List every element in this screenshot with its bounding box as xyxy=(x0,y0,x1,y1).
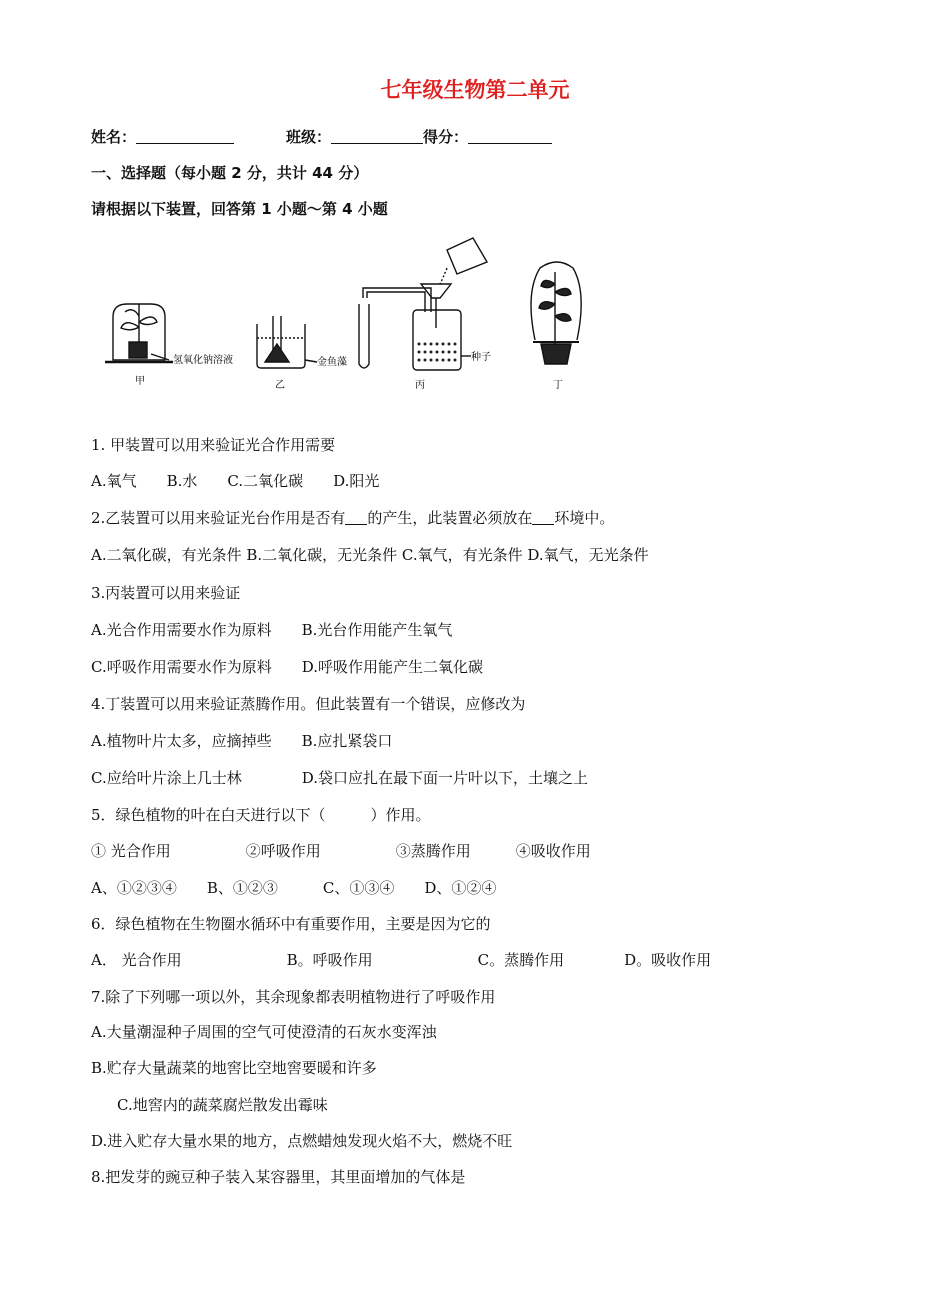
question-1-options: A.氧气 B.水 C.二氧化碳 D.阳光 xyxy=(91,472,380,490)
question-4: 4.丁装置可以用来验证蒸腾作用。但此装置有一个错误，应修改为 xyxy=(91,695,526,713)
question-2 xyxy=(91,507,614,528)
question-4-options-ab: A.植物叶片太多，应摘掉些 B.应扎紧袋口 xyxy=(91,732,393,750)
question-7-option-d: D.进入贮存大量水果的地方，点燃蜡烛发现火焰不大，燃烧不旺 xyxy=(91,1132,513,1150)
class-blank[interactable] xyxy=(331,127,423,144)
question-2-part-a: 2.乙装置可以用来验证光台作用是否有 xyxy=(91,509,346,527)
question-2-blank-1[interactable] xyxy=(345,510,367,525)
class-label: 班级： xyxy=(286,128,332,146)
question-3-options-ab: A.光合作用需要水作为原料 B.光台作用能产生氧气 xyxy=(91,621,453,639)
instruction: 请根据以下装置，回答第 1 小题～第 4 小题 xyxy=(91,200,388,218)
section-heading: 一、选择题（每小题 2 分，共计 44 分） xyxy=(91,164,369,182)
score-label: 得分： xyxy=(423,128,469,146)
question-7-option-b: B.贮存大量蔬菜的地窖比空地窖要暖和许多 xyxy=(91,1059,377,1077)
label-ding: 丁 xyxy=(553,380,563,391)
question-2-part-b: 的产生，此装置必须放在 xyxy=(367,509,533,527)
label-zhongzi: 种子 xyxy=(471,352,491,363)
question-5-items: ① 光合作用 ②呼吸作用 ③蒸腾作用 ④吸收作用 xyxy=(91,842,591,860)
page-title: 七年级生物第二单元 xyxy=(380,78,570,102)
label-jinyuzao: 金鱼藻 xyxy=(317,357,347,368)
question-3-options-cd: C.呼吸作用需要水作为原料 D.呼吸作用能产生二氧化碳 xyxy=(91,658,483,676)
student-info-row xyxy=(91,126,552,147)
label-bing: 丙 xyxy=(415,380,425,391)
question-3: 3.丙装置可以用来验证 xyxy=(91,584,241,602)
question-8: 8.把发芽的豌豆种子装入某容器里，其里面增加的气体是 xyxy=(91,1168,466,1186)
label-naoh: 氢氧化钠溶液 xyxy=(173,355,233,366)
question-5: 5．绿色植物的叶在白天进行以下（ ）作用。 xyxy=(91,806,431,824)
apparatus-figure xyxy=(95,232,615,392)
apparatus-bing xyxy=(359,238,487,370)
question-6: 6．绿色植物在生物圈水循环中有重要作用，主要是因为它的 xyxy=(91,915,491,933)
question-7-option-c: C.地窖内的蔬菜腐烂散发出霉味 xyxy=(117,1096,328,1114)
apparatus-yi xyxy=(257,316,317,368)
question-7: 7.除了下列哪一项以外，其余现象都表明植物进行了呼吸作用 xyxy=(91,988,496,1006)
apparatus-jia xyxy=(105,304,173,362)
label-yi: 乙 xyxy=(275,380,285,391)
question-7-option-a: A.大量潮湿种子周围的空气可使澄清的石灰水变浑浊 xyxy=(91,1023,437,1041)
name-blank[interactable] xyxy=(136,127,234,144)
name-label: 姓名： xyxy=(91,128,137,146)
question-1: 1. 甲装置可以用来验证光合作用需要 xyxy=(91,436,336,454)
question-5-options: A、①②③④ B、①②③ C、①③④ D、①②④ xyxy=(91,879,497,897)
question-2-blank-2[interactable] xyxy=(532,510,554,525)
question-6-options: A． 光合作用 B。呼吸作用 C。蒸腾作用 D。吸收作用 xyxy=(91,951,712,969)
apparatus-ding xyxy=(531,262,581,364)
question-4-options-cd: C.应给叶片涂上几士林 D.袋口应扎在最下面一片叶以下，土壤之上 xyxy=(91,769,588,787)
question-2-part-c: 环境中。 xyxy=(554,509,615,527)
score-blank[interactable] xyxy=(468,127,552,144)
apparatus-diagram xyxy=(95,232,615,392)
question-2-options: A.二氧化碳，有光条件 B.二氧化碳，无光条件 C.氧气，有光条件 D.氧气，无光条件 xyxy=(91,546,649,564)
label-jia: 甲 xyxy=(135,376,145,387)
